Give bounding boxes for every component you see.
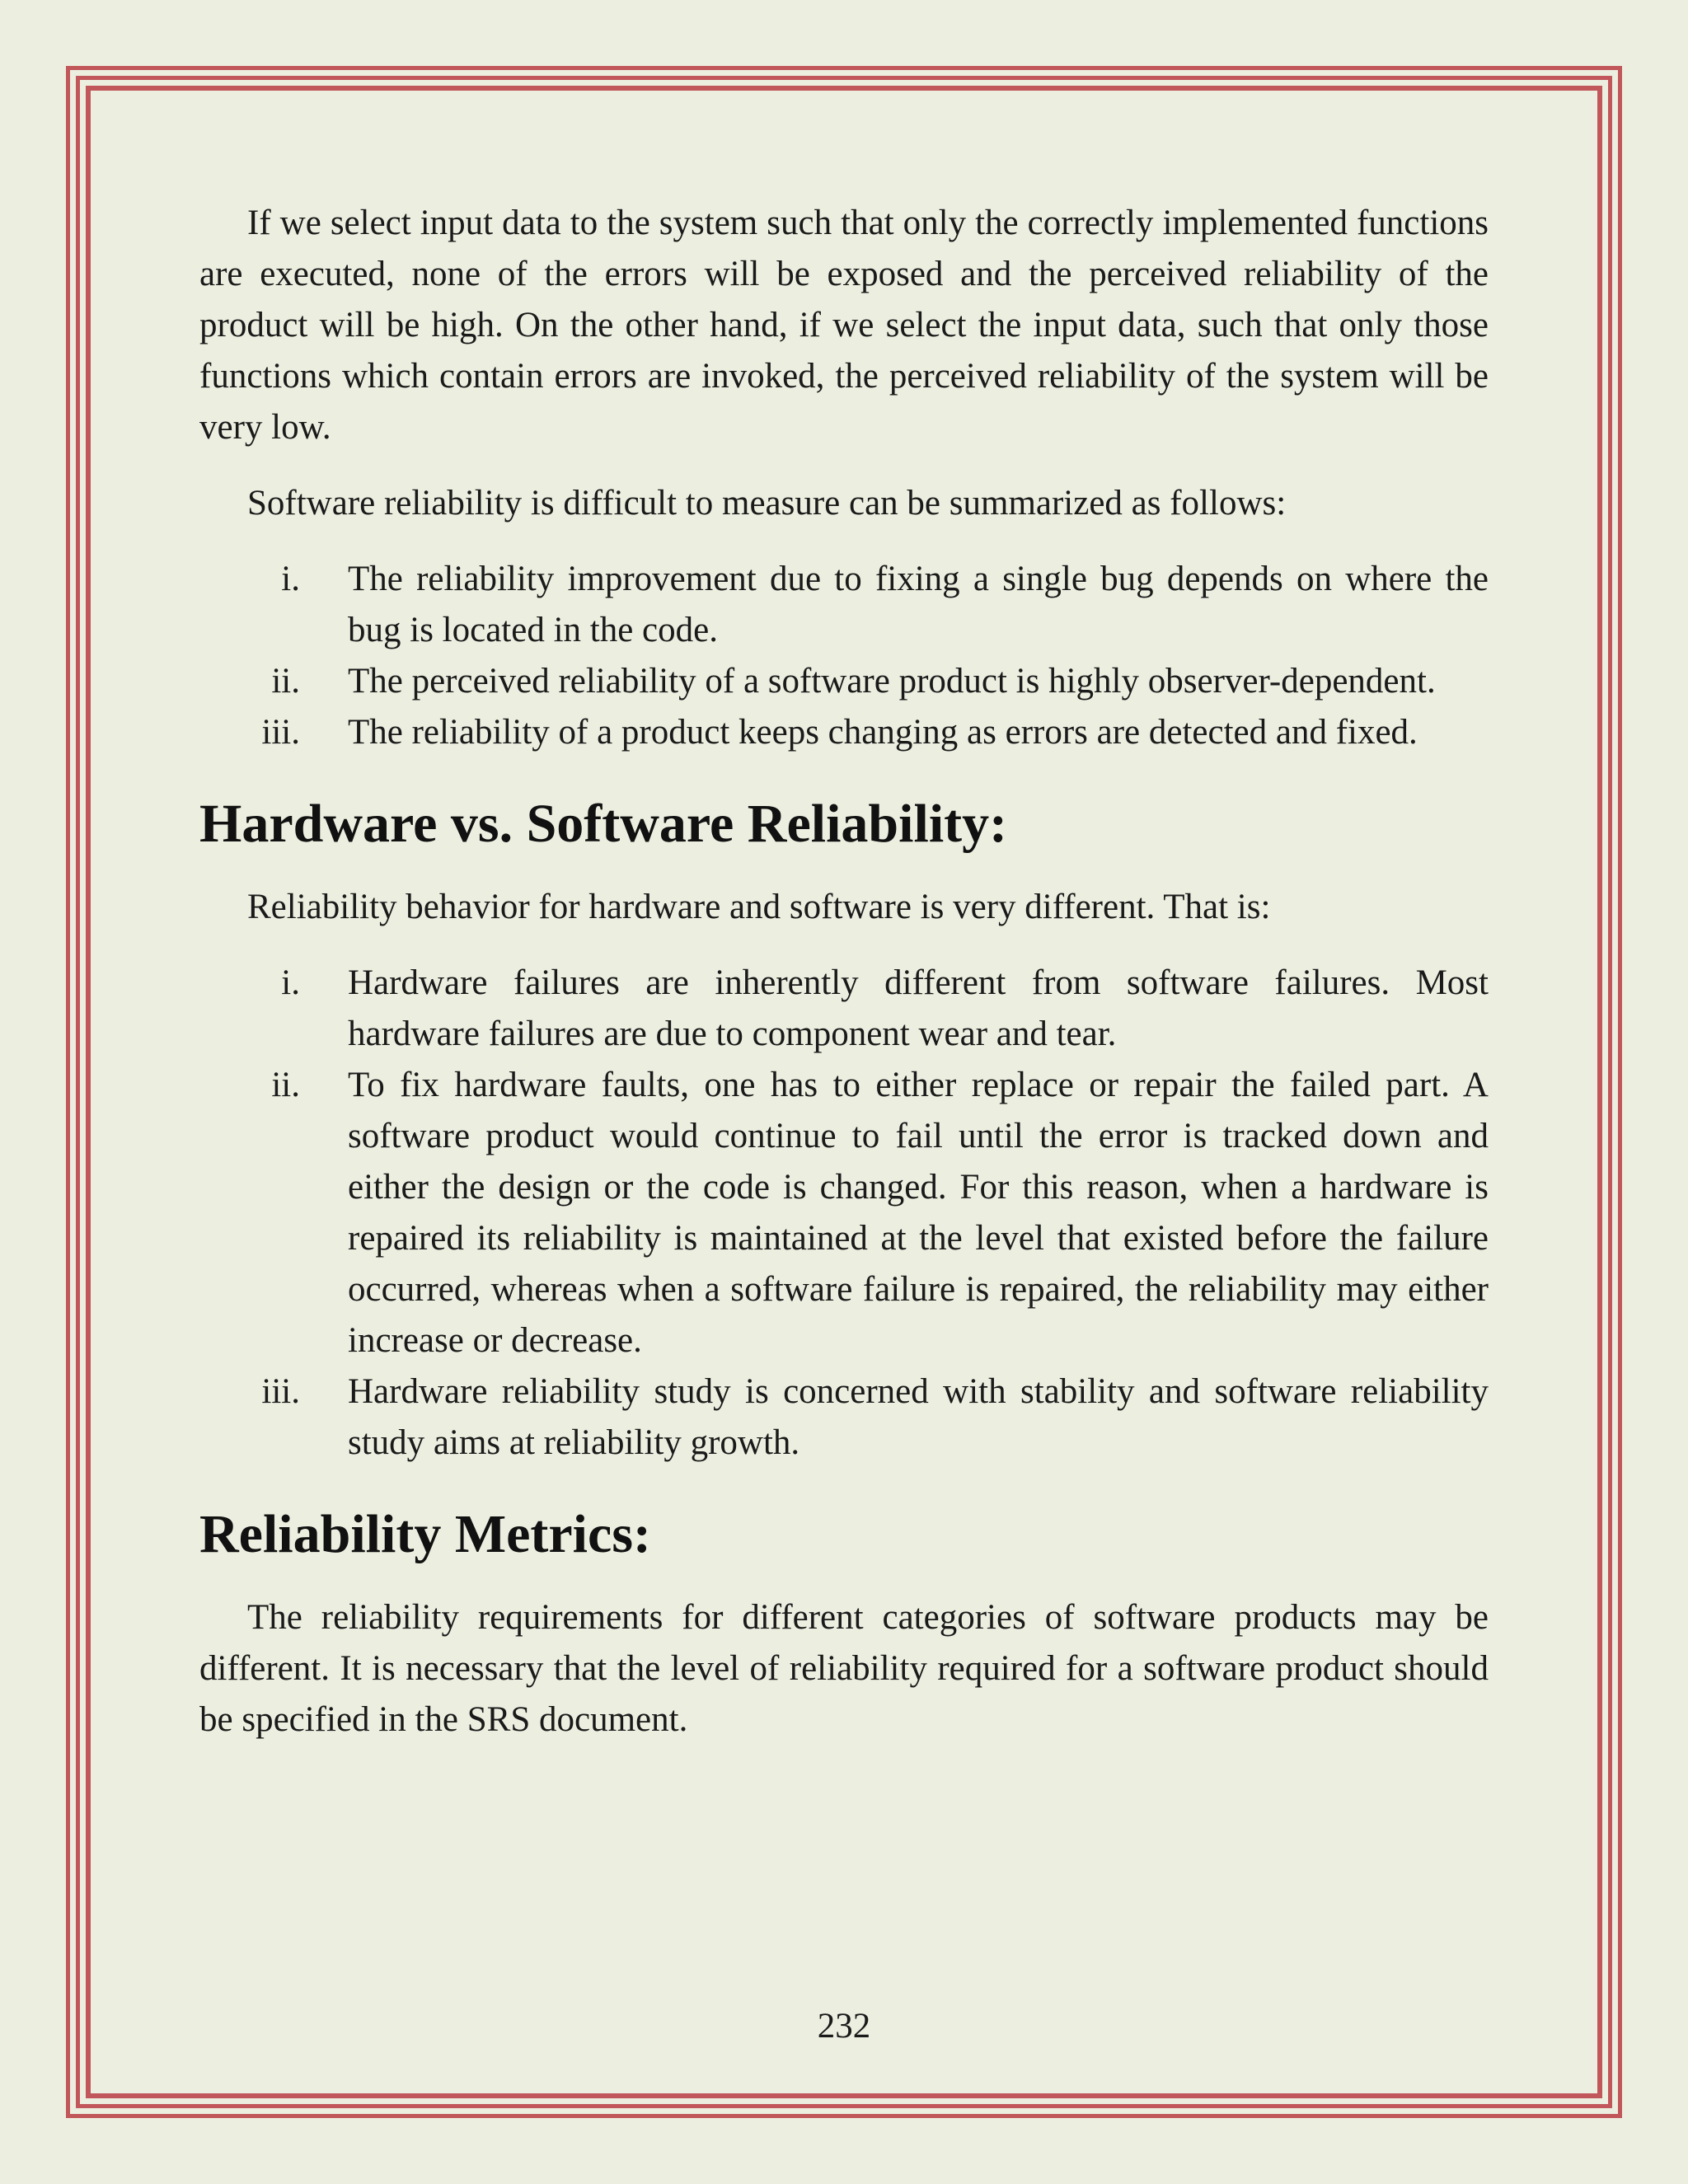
- page-content: [199, 198, 1489, 1746]
- section-heading-reliability-metrics: Reliability Metrics:: [199, 1504, 651, 1564]
- list-item-text: To fix hardware faults, one has to either replace or repair the failed part. A software product would continue to fail until the error is tracked down and either the design or the code is changed. For this reason, when a hardware is repaired its reliability is maintained at the level that existed before the failure occurred, whereas when a software failure is repaired, the reliability may either increase or decrease.: [348, 1066, 1489, 1360]
- list-item-text: Hardware failures are inherently different from software failures. Most hardware failures are due to component wear and tear.: [348, 963, 1489, 1053]
- list-item-number: iii.: [261, 713, 300, 752]
- section-heading-hardware-vs-software: Hardware vs. Software Reliability:: [199, 794, 1008, 854]
- summary-lead: Software reliability is difficult to measure can be summarized as follows:: [247, 484, 1287, 523]
- hw-sw-list: [199, 958, 1489, 1469]
- hw-sw-lead: Reliability behavior for hardware and software is very different. That is:: [247, 888, 1271, 926]
- list-item-text: The perceived reliability of a software product is highly observer-dependent.: [348, 662, 1436, 701]
- list-item-text: The reliability of a product keeps changing as errors are detected and fixed.: [348, 713, 1418, 752]
- list-item-number: iii.: [261, 1372, 300, 1411]
- list-item: [199, 958, 1489, 1060]
- list-item: [199, 707, 1489, 758]
- list-item-text: The reliability improvement due to fixing a single bug depends on where the bug is located in the code.: [348, 560, 1489, 649]
- intro-paragraph: If we select input data to the system such that only the correctly implemented functions are executed, none of the errors will be exposed and the perceived reliability of the product will be high. On the other hand, if we select the input data, such that only those functions which contain errors are invoked, the perceived reliability of the system will be very low.: [199, 204, 1489, 447]
- list-item-text: Hardware reliability study is concerned with stability and software reliability study aims at reliability growth.: [348, 1372, 1489, 1462]
- list-item-number: ii.: [271, 1066, 300, 1104]
- list-item: [199, 656, 1489, 707]
- list-item: [199, 554, 1489, 656]
- list-item-number: i.: [281, 963, 300, 1002]
- list-item: [199, 1366, 1489, 1469]
- summary-list: [199, 554, 1489, 758]
- list-item: [199, 1060, 1489, 1366]
- page-number: 232: [817, 2007, 871, 2046]
- metrics-paragraph: The reliability requirements for different categories of software products may be different. It is necessary that the level of reliability required for a software product should be specified in the SRS document.: [199, 1598, 1489, 1739]
- list-item-number: ii.: [271, 662, 300, 701]
- list-item-number: i.: [281, 560, 300, 598]
